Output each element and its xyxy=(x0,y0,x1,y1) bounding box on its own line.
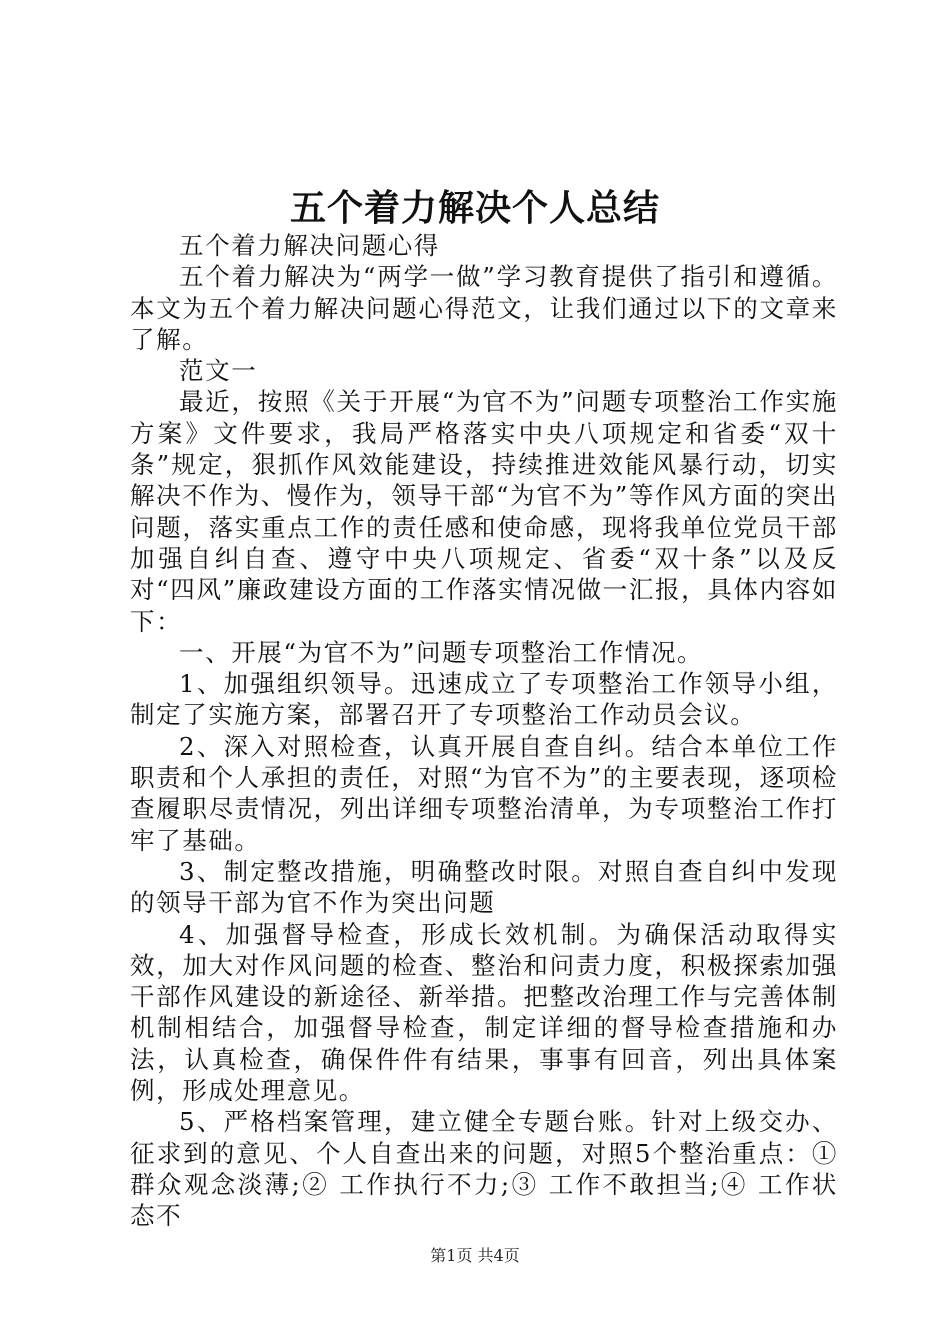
document-body xyxy=(130,230,838,1232)
paragraph: 1、加强组织领导。迅速成立了专项整治工作领导小组，制定了实施方案，部署召开了专项整治工作动员会议。 xyxy=(130,669,838,730)
document-title: 五个着力解决个人总结 xyxy=(289,187,660,229)
paragraph: 一、开展“为官不为”问题专项整治工作情况。 xyxy=(179,637,704,667)
paragraph: 3、制定整改措施，明确整改时限。对照自查自纠中发现的领导干部为官不作为突出问题 xyxy=(130,856,838,918)
page-footer: 第1页 共4页 xyxy=(430,1246,520,1265)
paragraph: 4、加强督导检查，形成长效机制。为确保活动取得实效，加大对作风问题的检查、整治和问责力度，积极探索加强干部作风建设的新途径、新举措。把整改治理工作与完善体制机制相结合，加强督导检查，制定详细的督导检查措施和办法，认真检查，确保件件有结果，事事有回音，列出具体案例，形成处理意见。 xyxy=(130,919,838,1106)
paragraph: 范文一 xyxy=(179,356,258,386)
paragraph: 五个着力解决为“两学一做”学习教育提供了指引和遵循。本文为五个着力解决问题心得范文，让我们通过以下的文章来了解。 xyxy=(130,262,838,354)
paragraph: 2、深入对照检查，认真开展自查自纠。结合本单位工作职责和个人承担的责任，对照“为官不为”的主要表现，逐项检查履职尽责情况，列出详细专项整治清单，为专项整治工作打牢了基础。 xyxy=(130,731,838,855)
paragraph: 最近，按照《关于开展“为官不为”问题专项整治工作实施方案》文件要求，我局严格落实中央八项规定和省委“双十条”规定，狠抓作风效能建设，持续推进效能风暴行动，切实解决不作为、慢作为，领导干部“为官不为”等作风方面的突出问题，落实重点工作的责任感和使命感，现将我单位党员干部加强自纠自查、遵守中央八项规定、省委“双十条”以及反对“四风”廉政建设方面的工作落实情况做一汇报，具体内容如下： xyxy=(130,387,838,636)
paragraph: 五个着力解决问题心得 xyxy=(179,231,440,260)
paragraph: 5、严格档案管理，建立健全专题台账。针对上级交办、征求到的意见、个人自查出来的问题，对照5个整治重点：①群众观念淡薄;② 工作执行不力;③ 工作不敢担当;④ 工作状态不 xyxy=(130,1107,838,1231)
